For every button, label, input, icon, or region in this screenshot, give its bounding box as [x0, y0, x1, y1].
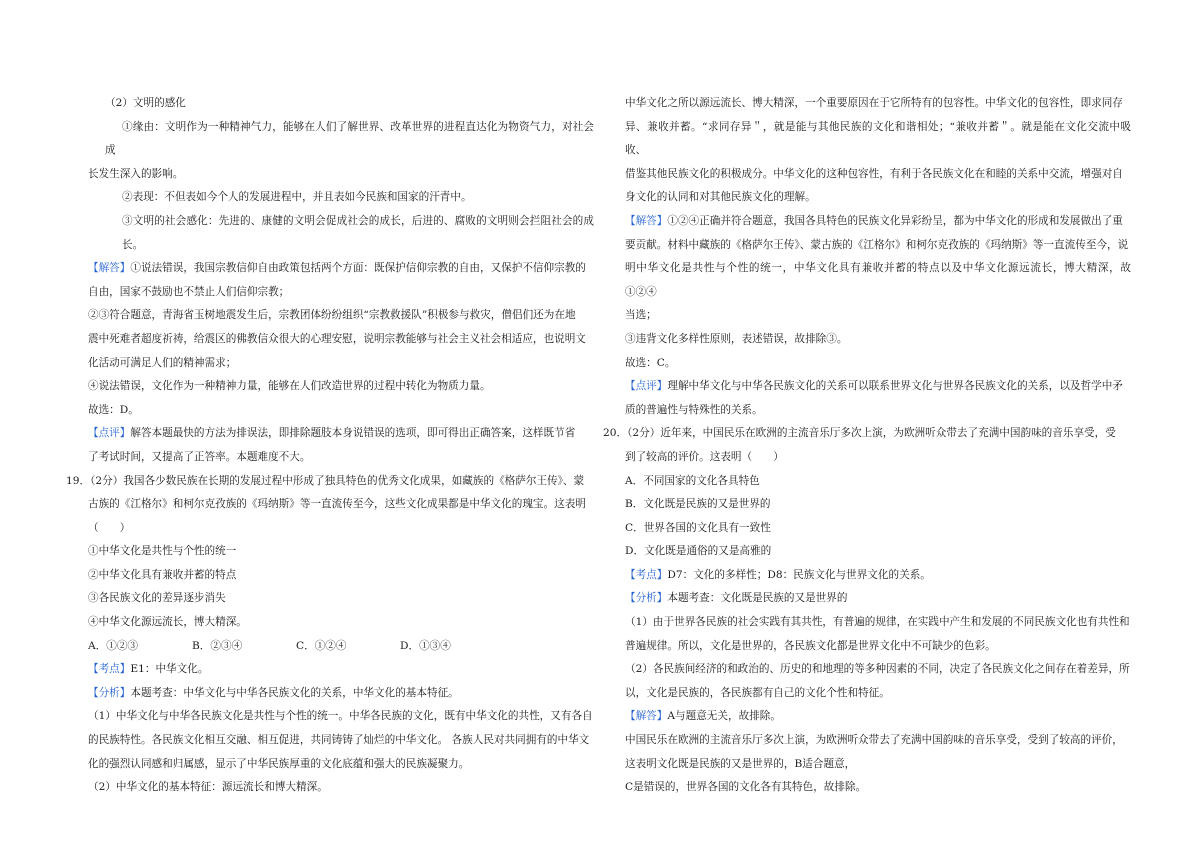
civ-point-1: ①缘由：文明作为一种精神气力，能够在人们了解世界、改革世界的进程直达化为物资气力，对社会成: [105, 120, 594, 157]
choice-c: C．①②④: [296, 639, 347, 652]
question-19-item-3: ③各民族文化的差异逐步消失: [88, 592, 226, 605]
answer-18-point-3: ④说法错误，文化作为一种精神力量，能够在人们改造世界的过程中转化为物质力量。: [88, 380, 491, 393]
question-19-bracket: （ ）: [88, 521, 131, 534]
question-20: 20．（2分）近年来，中国民乐在欧洲的主流音乐厅多次上演，为欧洲听众带去了充满中国韵味的音乐享受，受: [603, 427, 1116, 440]
civ-point-2: ②表现：不但表如今个人的发展进程中，并且表如今民族和国家的汗青中。: [122, 191, 472, 204]
answer-19-point-3: ③违背文化多样性原则，表述错误，故排除③。: [625, 332, 848, 345]
analysis-tag: 【分析】: [625, 592, 668, 605]
question-20-option-d: D．文化既是通俗的又是高雅的: [625, 545, 772, 558]
review-tag: 【点评】: [88, 427, 131, 440]
review-19-cont: 质的普遍性与特殊性的关系。: [625, 403, 763, 416]
answer-tag: 【解答】: [625, 214, 668, 227]
choice-d: D．①③④: [400, 639, 451, 652]
analysis-19-cont-3: 借鉴其他民族文化的积极成分。中华文化的这种包容性，有利于各民族文化在和睦的关系中交流，增强对自: [625, 167, 1123, 180]
civ-point-1-cont: 长发生深入的影响。: [88, 167, 184, 180]
analysis-19-cont-2: 异、兼收并蓄。“求同存异＂，就是能与其他民族的文化和谐相处；“兼收并蓄＂。就是能在文化交流中吸收、: [625, 120, 1131, 157]
review-18-cont: 了考试时间，又提高了正答率。本题难度不大。: [88, 450, 311, 463]
analysis-20-point-1-cont: 普遍规律。所以，文化是世界的，各民族文化都是世界文化中不可缺少的色彩。: [625, 639, 996, 652]
question-20-cont: 到了较高的评价。这表明（ ）: [625, 450, 784, 463]
analysis-19-point-1-cont2: 化的强烈认同感和归属感，显示了中华民族厚重的文化底蕴和强大的民族凝聚力。: [88, 757, 470, 770]
analysis-20: 【分析】本题考查：文化既是民族的又是世界的: [625, 592, 848, 605]
analysis-20-point-2: （2）各民族间经济的和政治的、历史的和地理的等多种因素的不同，决定了各民族文化之间存在着差异，所: [625, 663, 1130, 676]
question-19: 19．（2分）我国各少数民族在长期的发展过程中形成了独具特色的优秀文化成果，如藏族的《格萨尔王传》、蒙: [66, 474, 585, 487]
analysis-tag: 【分析】: [88, 686, 131, 699]
civ-heading: （2）文明的感化: [105, 97, 186, 109]
answer-18-choice: 故选：D。: [88, 403, 139, 416]
analysis-20-point-1: （1）由于世界各民族的社会实践有其共性，有普遍的规律，在实践中产生和发展的不同民族文化也有共性和: [625, 616, 1130, 629]
review-18: 【点评】解答本题最快的方法为排误法，即排除题肢本身说错误的选项，即可得出正确答案，这样既节省: [88, 427, 576, 440]
question-19-item-2: ②中华文化具有兼收并蓄的特点: [88, 568, 237, 581]
question-19-item-1: ①中华文化是共性与个性的统一: [88, 545, 237, 558]
question-20-option-b: B．文化既是民族的又是世界的: [625, 498, 771, 511]
answer-19: 【解答】①②④正确并符合题意，我国各具特色的民族文化异彩纷呈，都为中华文化的形成和发展做出了重: [625, 214, 1123, 227]
analysis-19-point-1-cont: 的民族特性。各民族文化相互交融、相互促进，共同铸铸了灿烂的中华文化。 各族人民对共同拥有的中华文: [88, 734, 590, 747]
answer-18-point-2-cont2: 化活动可满足人们的精神需求；: [88, 356, 237, 369]
question-19-choices: [88, 635, 594, 659]
answer-20: 【解答】A与题意无关，故排除。: [625, 710, 781, 723]
question-19-item-4: ④中华文化源远流长，博大精深。: [88, 616, 247, 629]
keypoint-19: 【考点】E1：中华文化。: [88, 663, 209, 676]
answer-20-line-3: 这表明文化既是民族的又是世界的，B适合题意，: [625, 757, 856, 770]
answer-20-line-4: C是错误的，世界各国的文化各有其特色，故排除。: [625, 781, 867, 794]
question-20-option-a: A．不同国家的文化各具特色: [625, 474, 760, 487]
question-19-cont: 古族的《江格尔》和柯尔克孜族的《玛纳斯》等一直流传至今，这些文化成果都是中华文化的瑰宝。这表明: [88, 498, 586, 511]
review-tag: 【点评】: [625, 380, 668, 393]
answer-19-choice: 故选：C。: [625, 356, 676, 369]
answer-18-point-2: ②③符合题意，青海省玉树地震发生后，宗教团体纷纷组织“宗教救援队”积极参与救灾，僧侣们还为在地: [88, 309, 576, 322]
analysis-19-cont-4: 身文化的认同和对其他民族文化的理解。: [625, 191, 816, 204]
analysis-19: 【分析】本题考查：中华文化与中华各民族文化的关系，中华文化的基本特征。: [88, 686, 459, 699]
answer-tag: 【解答】: [625, 710, 668, 723]
analysis-20-point-2-cont: 以，文化是民族的，各民族都有自己的文化个性和特征。: [625, 686, 890, 699]
answer-18-cont: 自由，国家不鼓励也不禁止人们信仰宗教；: [88, 285, 290, 298]
question-20-option-c: C．世界各国的文化具有一致性: [625, 521, 771, 534]
analysis-19-cont-1: 中华文化之所以源远流长、博大精深，一个重要原因在于它所特有的包容性。中华文化的包容性，即求同存: [625, 97, 1123, 109]
left-column: [66, 92, 594, 800]
review-19: 【点评】理解中华文化与中华各民族文化的关系可以联系世界文化与世界各民族文化的关系，以及哲学中矛: [625, 380, 1123, 393]
keypoint-tag: 【考点】: [625, 568, 668, 581]
analysis-19-point-2: （2）中华文化的基本特征：源远流长和博大精深。: [88, 781, 328, 794]
choice-b: B．②③④: [192, 639, 243, 652]
analysis-19-point-1: （1）中华文化与中华各民族文化是共性与个性的统一。中华各民族的文化，既有中华文化的共性，又有各自: [88, 710, 593, 723]
answer-tag: 【解答】: [88, 262, 131, 275]
answer-20-line-2: 中国民乐在欧洲的主流音乐厅多次上演，为欧洲听众带去了充满中国韵味的音乐享受，受到了较高的评价，: [625, 734, 1123, 747]
answer-18: 【解答】①说法错误，我国宗教信仰自由政策包括两个方面：既保护信仰宗教的自由，又保护不信仰宗教的: [88, 262, 586, 275]
keypoint-tag: 【考点】: [88, 663, 131, 676]
answer-19-cont3: 当选；: [625, 309, 657, 322]
answer-18-point-2-cont: 震中死难者超度祈祷，给震区的佛教信众很大的心理安慰，说明宗教能够与社会主义社会相适应，也说明文: [88, 332, 586, 345]
civ-point-3: ③文明的社会感化：先进的、康健的文明会促成社会的成长，后进的、腐败的文明则会拦阻社会的成长。: [122, 214, 594, 251]
keypoint-20: 【考点】D7：文化的多样性；D8：民族文化与世界文化的关系。: [625, 568, 931, 581]
choice-a: A．①②③: [88, 639, 139, 652]
right-column: [603, 92, 1131, 800]
answer-19-cont2: 明中华文化是共性与个性的统一，中华文化具有兼收并蓄的特点以及中华文化源远流长，博大精深，故①②④: [625, 262, 1131, 298]
answer-19-cont: 要贡献。材料中藏族的《格萨尔王传》、蒙古族的《江格尔》和柯尔克孜族的《玛纳斯》等一直流传至今，说: [625, 238, 1129, 251]
